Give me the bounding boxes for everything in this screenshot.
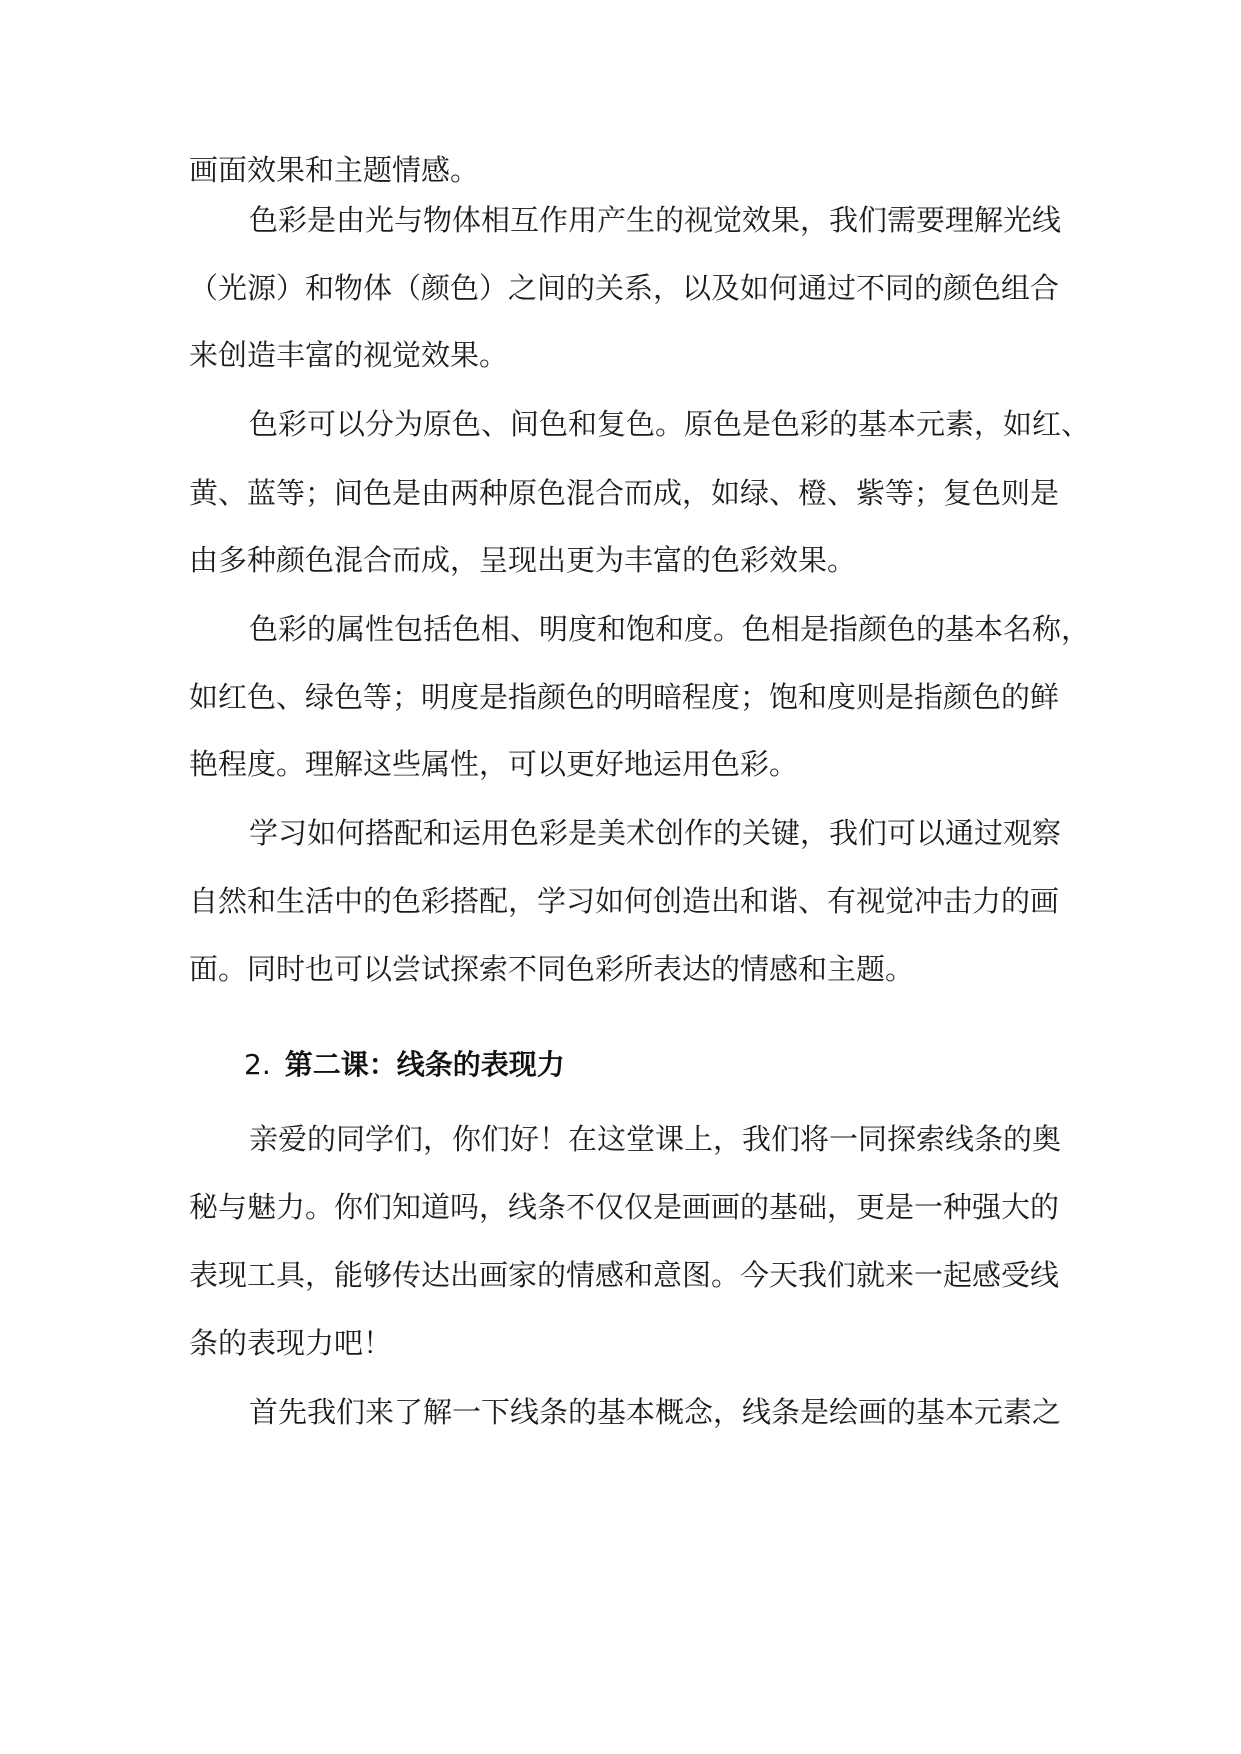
paragraph-line: 自然和生活中的色彩搭配，学习如何创造出和谐、有视觉冲击力的画 xyxy=(189,884,1060,918)
paragraph-line: 如红色、绿色等；明度是指颜色的明暗程度；饱和度则是指颜色的鲜 xyxy=(189,680,1060,714)
section-number: 2. xyxy=(244,1048,271,1081)
section-title: 第二课：线条的表现力 xyxy=(284,1048,565,1081)
paragraph-line: 学习如何搭配和运用色彩是美术创作的关键，我们可以通过观察 xyxy=(249,816,1062,850)
paragraph-line: 条的表现力吧！ xyxy=(189,1326,393,1360)
paragraph-line: 由多种颜色混合而成，呈现出更为丰富的色彩效果。 xyxy=(189,543,857,577)
paragraph-line: 黄、蓝等；间色是由两种原色混合而成，如绿、橙、紫等；复色则是 xyxy=(189,476,1060,510)
paragraph-line: 来创造丰富的视觉效果。 xyxy=(189,338,509,372)
paragraph-line: 色彩的属性包括色相、明度和饱和度。色相是指颜色的基本名称， xyxy=(249,612,1091,646)
section-heading xyxy=(244,1045,565,1085)
paragraph-line: 秘与魅力。你们知道吗，线条不仅仅是画画的基础，更是一种强大的 xyxy=(189,1190,1060,1224)
paragraph-line: 色彩可以分为原色、间色和复色。原色是色彩的基本元素，如红、 xyxy=(249,407,1091,441)
paragraph-line: 首先我们来了解一下线条的基本概念，线条是绘画的基本元素之 xyxy=(249,1395,1062,1429)
paragraph-line: （光源）和物体（颜色）之间的关系，以及如何通过不同的颜色组合 xyxy=(189,271,1060,305)
paragraph-line: 艳程度。理解这些属性，可以更好地运用色彩。 xyxy=(189,747,799,781)
paragraph-line: 色彩是由光与物体相互作用产生的视觉效果，我们需要理解光线 xyxy=(249,203,1062,237)
paragraph-line: 面。同时也可以尝试探索不同色彩所表达的情感和主题。 xyxy=(189,952,915,986)
paragraph-line: 表现工具，能够传达出画家的情感和意图。今天我们就来一起感受线 xyxy=(189,1258,1060,1292)
paragraph-line: 亲爱的同学们，你们好！在这堂课上，我们将一同探索线条的奥 xyxy=(249,1122,1062,1156)
paragraph-line: 画面效果和主题情感。 xyxy=(189,153,480,187)
